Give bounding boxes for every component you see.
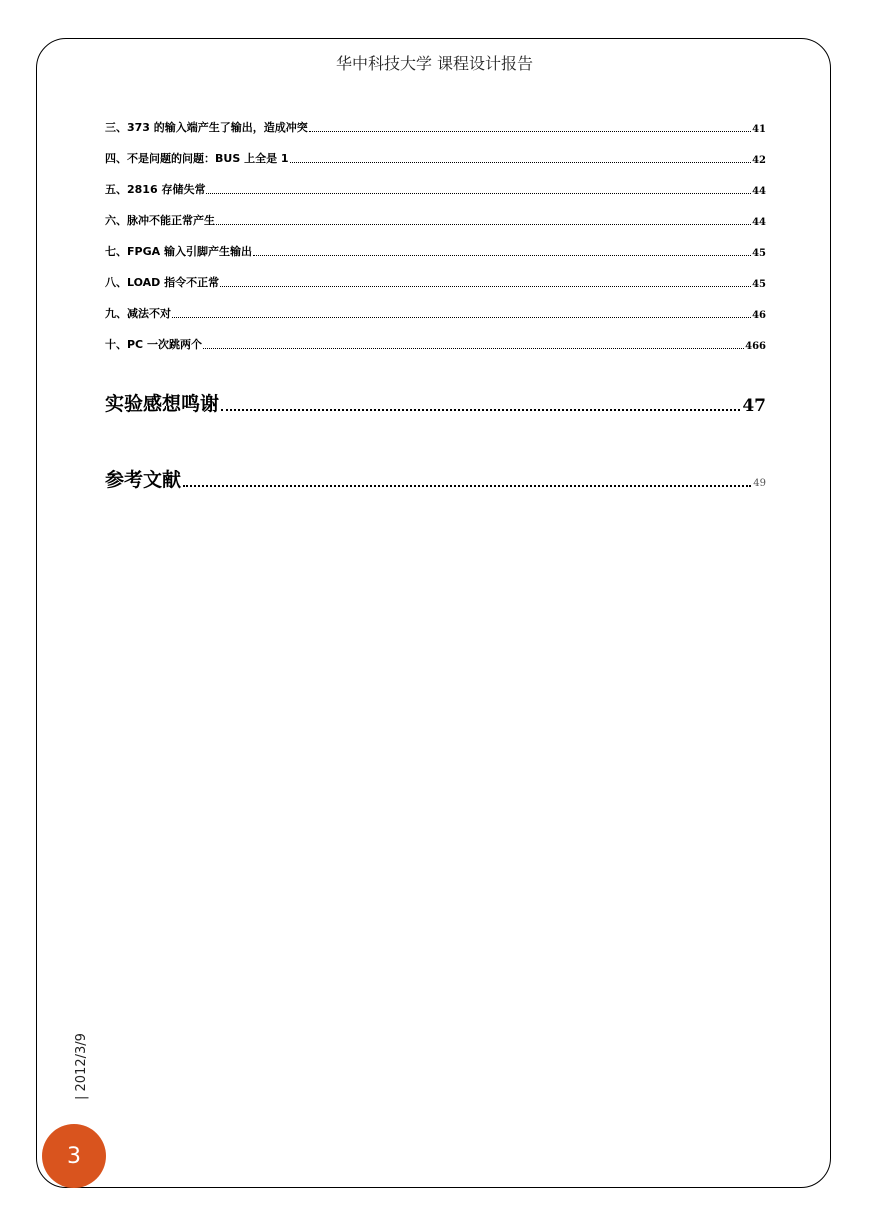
- page-header: 华中科技大学 课程设计报告: [335, 54, 534, 73]
- toc-item[interactable]: [105, 166, 766, 197]
- toc-leader-dots: [216, 224, 751, 225]
- toc-item-page: 44: [752, 217, 766, 228]
- page-number-badge: [42, 1124, 106, 1188]
- toc-leader-dots: [220, 286, 751, 287]
- toc-item-label: 十、PC 一次跳两个: [105, 338, 202, 351]
- toc-leader-dots: [183, 485, 751, 487]
- toc-item[interactable]: [105, 135, 766, 166]
- toc-leader-dots: [253, 255, 751, 256]
- toc-major-item[interactable]: [105, 465, 766, 492]
- toc-list: [105, 104, 766, 352]
- toc-item-page: 45: [752, 248, 766, 259]
- toc-leader-dots: [309, 131, 751, 132]
- toc-item-label: 八、LOAD 指令不正常: [105, 276, 220, 289]
- footer-date: | 2012/3/9: [74, 1033, 89, 1100]
- toc-item-page: 45: [752, 279, 766, 290]
- toc-major-label: 参考文献: [105, 469, 182, 491]
- toc-item[interactable]: [105, 104, 766, 135]
- toc-item-label: 六、脉冲不能正常产生: [105, 214, 215, 227]
- page-number: 3: [67, 1143, 81, 1169]
- toc-item-page: 466: [745, 341, 766, 352]
- toc-item[interactable]: [105, 259, 766, 290]
- toc-item-page: 41: [752, 124, 766, 135]
- toc-item-label: 三、373 的输入端产生了输出，造成冲突: [105, 121, 308, 134]
- toc-item[interactable]: [105, 290, 766, 321]
- toc-item-label: 五、2816 存储失常: [105, 183, 206, 196]
- toc-item[interactable]: [105, 321, 766, 352]
- toc-major-page: 47: [742, 396, 766, 416]
- toc-leader-dots: [290, 162, 752, 163]
- toc-item[interactable]: [105, 228, 766, 259]
- toc-item[interactable]: [105, 197, 766, 228]
- toc-item-page: 42: [752, 155, 766, 166]
- toc-major-label: 实验感想鸣谢: [105, 393, 220, 415]
- toc-item-page: 44: [752, 186, 766, 197]
- toc-item-label: 四、不是问题的问题：BUS 上全是 1: [105, 152, 289, 165]
- toc-item-label: 七、FPGA 输入引脚产生输出: [105, 245, 252, 258]
- toc-major-page: 49: [753, 478, 766, 489]
- toc-major-item[interactable]: [105, 389, 766, 416]
- toc-leader-dots: [172, 317, 751, 318]
- toc-item-label: 九、减法不对: [105, 307, 171, 320]
- toc-leader-dots: [203, 348, 744, 349]
- toc-item-page: 46: [752, 310, 766, 321]
- toc-leader-dots: [221, 409, 740, 411]
- toc-leader-dots: [206, 193, 751, 194]
